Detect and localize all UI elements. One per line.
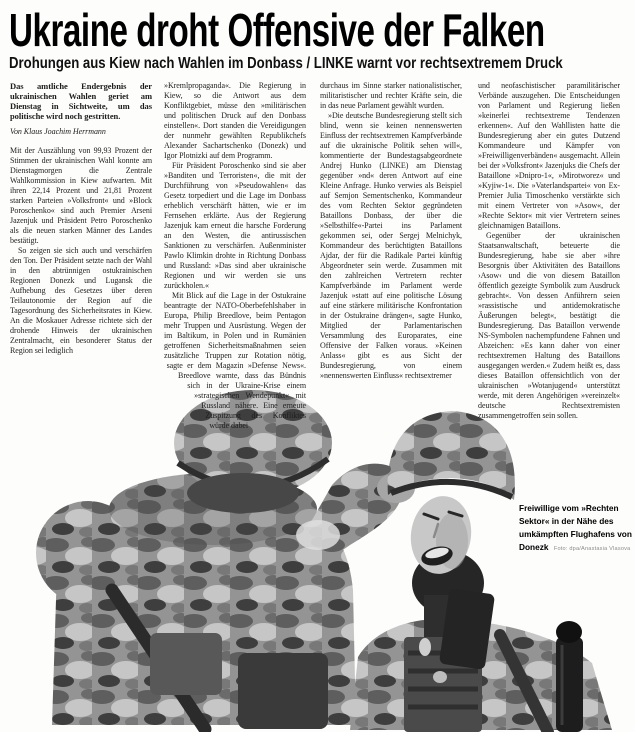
photo-caption-text: Freiwillige vom »Rechten Sektor« in der Nähe des umkämpften Flughafens von Donezk <box>519 503 632 552</box>
article-column-3 <box>320 81 462 453</box>
article-column-1 <box>10 81 152 437</box>
paragraph: Mit der Auszählung von 99,93 Prozent der Stimmen der ukrainischen Wahl konnte am Dienstagmorgen die Zentrale Wahlkommission in Kiew aufwarten. Mit ihren 22,14 Prozent und 21,81 Prozent starken Parteien »Volksfront« und »Block Poroschenko« sind auch Premier Arseni Jazenjuk und Präsident Petro Poroschenko als die neuen starken Männer des Landes bestätigt. <box>10 146 152 245</box>
paragraph: durchaus im Sinne starker nationalistischer, militaristischer und rechter Kräfte sein, die in das neue Parlament gewählt wurden. <box>320 81 462 110</box>
photo-caption <box>519 502 635 556</box>
paragraph: »Kremlpropaganda«. Die Regierung in Kiew, so die Antwort aus dem Konfliktgebiet, müsse den »militärischen und politischen Druck auf den Donbass einstellen«. Dort standen die Vereidigungen der nunmehr gewählten Republikchefs Alexander Sachartschenko (Donezk) und Igor Plotnizki auf dem Programm. <box>164 81 306 160</box>
paragraph: Gegenüber der ukrainischen Staatsanwaltschaft, beteuerte die Bundesregierung, habe sie aber »ihre Besorgnis über Aktivitäten des Bataillons ›Asow‹ und die von diesem Bataillon öffentlich gezeigte Symbolik zum Ausdruck gebracht«. Von dessen Anführern seien »rassistische und antidemokratische Äußerungen belegt«, bestätigt die Bundesregierung. Das Bataillon verwende NS-Symbolen nachempfundene Fahnen und Abzeichen: »Es kann daher von einer rechtsextremen Haltung des Bataillons ausgegangen werden.« Zudem heißt es, dass dieses Bataillon offensichtlich von der ukrainischen »Wotanjugend« unterstützt werde, mit deren Angehörigen »vereinzelt« deutsche Rechtsextremisten zusammengetroffen sein sollen. <box>478 231 620 420</box>
paragraph: »Die deutsche Bundesregierung stellt sich blind, wenn sie keinen nennenswerten Einfluss der rechtsextremen Kampfverbände auf die ukrainische Politik sehen will«, kommentierte der Bundestagsabgeordnete Andrej Hunko (LINKE) am Dienstag gegenüber »nd« deren Antwort auf eine Kleine Anfrage. Hunko verwies als Beispiel auf Semjon Sementschenko, Kommandeur des vom Rechten Sektor gegründeten Bataillons Donbass, der über die »Selbsthilfe«-Partei ins Parlament gekommen sei, oder Sergej Melnichyk, Kommandeur des berüchtigten Bataillons Ajdar, der für die Radikale Partei künftig Abgeordneter sein werde. Zusammen mit den zahlreichen Vertretern rechter Kampfverbände im Parlament werde Jazenjuk »statt auf eine politische Lösung auf eine stärkere militärische Konfrontation in der Ostukraine drängen«, sagte Hunko, Mitglied der Parlamentarischen Versammlung des Europarates, eine Offensive der Falken voraus. »Keinen Anlass« gibt es aus Sicht der Bundesregierung, von einem »nennenswerten Einfluss« rechtsextremer <box>320 111 462 380</box>
lead-paragraph: Das amtliche Endergebnis der ukrainischen Wahlen geriet am Dienstag in Sichtweite, um das politische wird noch gestritten. <box>10 81 152 121</box>
headline: Ukraine droht Offensive der Falken <box>9 4 545 56</box>
paragraph: Für Präsident Poroschenko sind sie aber »Banditen und Terroristen«, die mit der Durchführung von »Pseudowahlen« das Gesetz torpediert und die Lage im Donbass erheblich verschärft hätten, wie er im Fernsehen erklärte. Aus der Regierung Jazenjuk kam erneut die harsche Forderung an den Westen, die antirussischen Sanktionen zu verschärfen. Außenminister Pawlo Klimkin drohte in Richtung Donbass und Russland: »Das sind aber ukrainische Regionen und wir werden sie uns zurückholen.« <box>164 161 306 290</box>
paragraph: So zeigen sie sich auch und verschärfen den Ton. Der Präsident setzte nach der Wahl in den abtrünnigen ostukrainischen Regionen Donezk und Lugansk die Aufhebung des Gesetzes über deren Teilautonomie der Region auf die Tagesordnung des Sicherheitsrates in Kiew. An die Moskauer Adresse richtete sich der drohende Hinweis der ukrainischen Zentralmacht, ein besonderer Status der Region sei lediglich <box>10 246 152 355</box>
paragraph: Mit Blick auf die Lage in der Ostukraine beantragte der NATO-Oberbefehlshaber in Europa, Philip Breedlove, beim Pentagon mehr Truppen und Ausrüstung. Wegen der im Baltikum, in Polen und in Rumänien getroffenen Sicherheitsmaßnahmen seien zusätzliche Truppen zur Rotation nötig, sagte er dem Magazin »Defense News«. Breedlove warnte, dass das Bündnis sich in der Ukraine-Krise einem »strategischen Wendepunkt« mit Russland nähere. Eine erneute Zuspitzung des Konfliktes würde dabei <box>164 291 306 430</box>
subheadline: Drohungen aus Kiew nach Wahlen im Donbass / LINKE warnt vor rechtsextremem Druck <box>9 55 563 72</box>
byline: Von Klaus Joachim Herrmann <box>10 127 106 136</box>
article-column-2 <box>164 81 306 517</box>
photo-credit: Foto: dpa/Anastasia Vlasova <box>553 546 631 552</box>
paragraph: und neofaschistischer paramilitärischer Verbände auszugehen. Die Entscheidungen von Parlament und Regierung ließen »keinerlei rechtsextreme Tendenzen erkennen«. Auf den Wahllisten hatte die Bundesregierung aber ein gutes Dutzend Kommandeure und Kämpfer von »Freiwilligenverbänden« ausgemacht. Allein bei der »Volksfront« Jazenjuks die Chefs der Bataillone »Dnipro-1«, »Mirotworez« und »Kyjiw-1«. Die »Vaterlandspartei« von Ex-Premier Julia Timoschenko verstärkte sich mit einem Vertreter von »Asow«, der »Rechte Sektor« mit vier Vertretern seines gleichnamigen Bataillons. <box>478 81 620 230</box>
article-column-4 <box>478 81 620 489</box>
